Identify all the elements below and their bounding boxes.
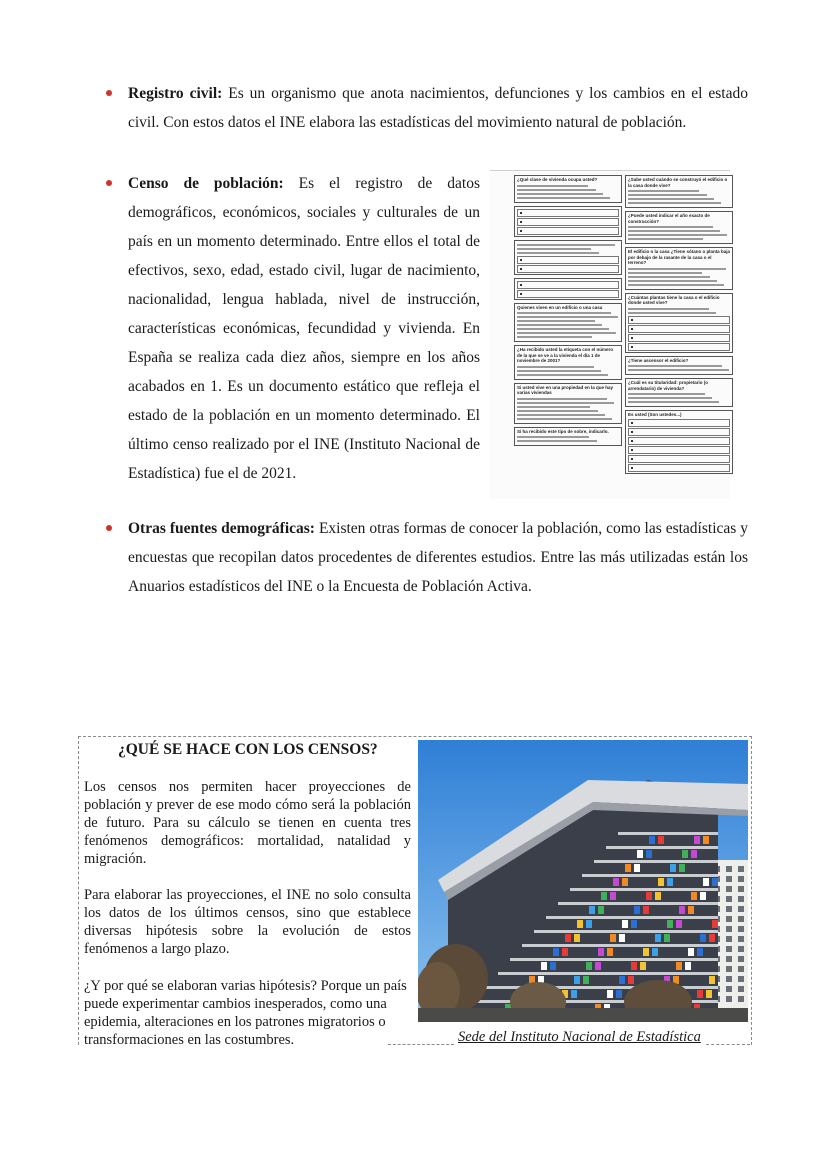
window-panel bbox=[574, 976, 580, 984]
form-text-line bbox=[517, 197, 610, 199]
window-panel bbox=[655, 934, 661, 942]
form-text-line bbox=[517, 185, 588, 187]
form-question-block bbox=[514, 383, 622, 424]
window-panel bbox=[565, 934, 571, 942]
window-panel bbox=[643, 906, 649, 914]
form-text-line bbox=[517, 418, 612, 420]
floor-slab bbox=[534, 930, 718, 933]
bullet-term: Registro civil: bbox=[128, 85, 223, 102]
window-panel bbox=[601, 892, 607, 900]
window-panel bbox=[655, 892, 661, 900]
form-text-line bbox=[628, 194, 707, 196]
window-panel bbox=[625, 864, 631, 872]
form-question-text: ¿Sabe usted cuándo se construyó el edificio o la casa donde vive? bbox=[628, 177, 728, 188]
window-panel bbox=[583, 976, 589, 984]
neighbor-window bbox=[726, 946, 732, 952]
window-panel bbox=[634, 906, 640, 914]
form-text-line bbox=[517, 248, 591, 250]
window-panel bbox=[607, 990, 613, 998]
photo-caption: Sede del Instituto Nacional de Estadística bbox=[458, 1029, 701, 1045]
form-text-line bbox=[628, 234, 727, 236]
form-text-line bbox=[628, 365, 722, 367]
window-panel bbox=[688, 906, 694, 914]
window-panel bbox=[574, 934, 580, 942]
form-text-line bbox=[517, 312, 611, 314]
form-text-line bbox=[517, 436, 589, 438]
form-option-box bbox=[628, 464, 730, 472]
form-text-line bbox=[628, 393, 705, 395]
floor-slab bbox=[606, 846, 718, 849]
window-panel bbox=[709, 934, 715, 942]
form-text-line bbox=[517, 336, 592, 338]
box-paragraph-1: Los censos nos permiten hacer proyecciones de población y prever de ese modo cómo será la población de futuro. Para su cálculo se tienen en cuenta tres fenómenos demográficos: mortalidad, natalidad y migración. bbox=[84, 779, 411, 867]
window-panel bbox=[703, 878, 709, 886]
neighbor-window bbox=[726, 866, 732, 872]
window-panel bbox=[571, 990, 577, 998]
bullet-text: Es un organismo que anota nacimientos, defunciones y los cambios en el estado civil. Con estos datos el INE elabora las estadísticas del movimiento natural de población. bbox=[128, 85, 748, 131]
form-text-line bbox=[517, 410, 598, 412]
window-panel bbox=[586, 962, 592, 970]
form-option-box bbox=[517, 218, 619, 226]
window-panel bbox=[589, 906, 595, 914]
window-panel bbox=[613, 878, 619, 886]
window-panel bbox=[640, 962, 646, 970]
form-text-line bbox=[628, 280, 717, 282]
neighbor-window bbox=[738, 916, 744, 922]
box-paragraph-3: ¿Y por qué se elaboran varias hipótesis? Porque un país puede experimentar cambios inesperados, como una epidemia, alteraciones en los patrones migratorios o transformaciones en las costumbres. bbox=[84, 978, 407, 1048]
window-panel bbox=[688, 948, 694, 956]
neighbor-window bbox=[726, 886, 732, 892]
window-panel bbox=[646, 850, 652, 858]
form-text-line bbox=[517, 316, 618, 318]
neighbor-window bbox=[738, 936, 744, 942]
neighbor-window bbox=[738, 906, 744, 912]
bullet-registro-civil bbox=[128, 79, 748, 137]
neighbor-window bbox=[738, 996, 744, 1002]
form-text-line bbox=[628, 238, 703, 240]
window-panel bbox=[664, 934, 670, 942]
window-panel bbox=[649, 836, 655, 844]
form-text-line bbox=[628, 312, 716, 314]
form-text-line bbox=[628, 276, 710, 278]
box-title: ¿QUÉ SE HACE CON LOS CENSOS? bbox=[118, 741, 378, 758]
neighbor-window bbox=[726, 976, 732, 982]
form-option-box bbox=[628, 428, 730, 436]
form-text-line bbox=[517, 189, 596, 191]
window-panel bbox=[619, 934, 625, 942]
window-panel bbox=[700, 892, 706, 900]
form-text-line bbox=[628, 369, 729, 371]
window-panel bbox=[676, 920, 682, 928]
window-panel bbox=[619, 976, 625, 984]
window-panel bbox=[622, 920, 628, 928]
window-panel bbox=[652, 948, 658, 956]
neighbor-window bbox=[726, 896, 732, 902]
bullet-text: Existen otras formas de conocer la población, como las estadísticas y encuestas que recopilan datos procedentes de diferentes estudios. Entre las más utilizadas están los Anuarios estadísticos del INE o la Encuesta de Población Activa. bbox=[128, 520, 748, 595]
box-bottom-dashes-right bbox=[706, 1044, 750, 1045]
form-question-block bbox=[514, 278, 622, 300]
window-panel bbox=[676, 962, 682, 970]
form-question-block bbox=[625, 175, 733, 208]
form-question-block bbox=[625, 378, 733, 407]
form-question-block bbox=[625, 293, 733, 353]
form-question-text: ¿Qué clase de vivienda ocupa usted? bbox=[517, 177, 598, 182]
window-panel bbox=[541, 962, 547, 970]
neighbor-window bbox=[726, 926, 732, 932]
form-option-box bbox=[517, 265, 619, 273]
bullet-censo bbox=[128, 169, 480, 488]
form-question-text: ¿Tiene ascensor el edificio? bbox=[628, 357, 689, 363]
window-panel bbox=[562, 948, 568, 956]
form-option-box bbox=[628, 343, 730, 351]
form-option-box bbox=[517, 256, 619, 264]
neighbor-window bbox=[726, 936, 732, 942]
window-panel bbox=[598, 906, 604, 914]
window-panel bbox=[667, 878, 673, 886]
form-text-line bbox=[628, 202, 721, 204]
box-bottom-dashes-left bbox=[388, 1044, 454, 1045]
bullet-otras-fuentes bbox=[128, 514, 748, 601]
form-option-box bbox=[628, 316, 730, 324]
form-question-block bbox=[514, 345, 622, 380]
window-panel bbox=[634, 864, 640, 872]
form-question-block bbox=[625, 211, 733, 244]
form-option-box bbox=[628, 325, 730, 333]
window-panel bbox=[637, 850, 643, 858]
neighbor-window bbox=[738, 946, 744, 952]
window-panel bbox=[697, 990, 703, 998]
form-text-line bbox=[517, 244, 615, 246]
neighbor-window bbox=[726, 876, 732, 882]
form-question-block bbox=[625, 356, 733, 376]
form-question-block bbox=[514, 206, 622, 237]
form-option-box bbox=[517, 227, 619, 235]
window-panel bbox=[631, 962, 637, 970]
window-panel bbox=[679, 864, 685, 872]
window-panel bbox=[712, 878, 718, 886]
window-panel bbox=[706, 990, 712, 998]
form-text-line bbox=[628, 308, 709, 310]
ine-building-illustration bbox=[418, 740, 748, 1022]
window-panel bbox=[586, 920, 592, 928]
neighbor-window bbox=[738, 956, 744, 962]
form-text-line bbox=[517, 332, 616, 334]
window-panel bbox=[712, 920, 718, 928]
form-question-text: ¿Cuál es su titularidad: propietario (o arrendatario) de vivienda? bbox=[628, 380, 709, 391]
form-option-box bbox=[628, 455, 730, 463]
bullet-term: Otras fuentes demográficas: bbox=[128, 520, 315, 537]
window-panel bbox=[709, 976, 715, 984]
form-question-text: ¿Puede usted indicar el año exacto de construcción? bbox=[628, 213, 710, 224]
form-text-line bbox=[628, 272, 702, 274]
window-panel bbox=[700, 934, 706, 942]
form-text-line bbox=[628, 401, 719, 403]
neighbor-window bbox=[726, 966, 732, 972]
form-question-block bbox=[625, 410, 733, 474]
form-text-line bbox=[517, 402, 614, 404]
neighbor-window bbox=[738, 866, 744, 872]
bullet-dot bbox=[106, 525, 112, 531]
floor-slab bbox=[594, 860, 718, 863]
bullet-text: Es el registro de datos demográficos, económicos, sociales y culturales de un país en un momento determinado. Entre ellos el total de efectivos, sexo, edad, estado civil, lugar de nacimiento, nacionalidad, lengua hablada, nivel de instrucción, características económicas, fecundidad y vivienda. En España se realiza cada diez años, siempre en los años acabados en 1. Es un documento estático que refleja el estado de la población en un momento determinado. El último censo realizado por el INE (Instituto Nacional de Estadística) fue el de 2021. bbox=[128, 175, 480, 482]
ine-building-photo bbox=[418, 740, 748, 1022]
form-text-line bbox=[628, 268, 726, 270]
window-panel bbox=[703, 836, 709, 844]
neighbor-window bbox=[738, 896, 744, 902]
window-panel bbox=[646, 892, 652, 900]
window-panel bbox=[685, 962, 691, 970]
form-option-box bbox=[628, 446, 730, 454]
neighbor-window bbox=[726, 956, 732, 962]
floor-slab bbox=[498, 972, 718, 975]
form-option-box bbox=[517, 281, 619, 289]
box-paragraph-2: Para elaborar las proyecciones, el INE no solo consulta los datos de los últimos censos, sino que establece diversas hipótesis sobre la evolución de estos fenómenos a largo plazo. bbox=[84, 887, 411, 957]
window-panel bbox=[658, 878, 664, 886]
window-panel bbox=[694, 836, 700, 844]
form-text-line bbox=[517, 370, 601, 372]
form-text-line bbox=[628, 190, 699, 192]
form-text-line bbox=[517, 324, 602, 326]
floor-slab bbox=[618, 832, 718, 835]
form-text-line bbox=[517, 320, 595, 322]
form-text-line bbox=[628, 198, 714, 200]
window-panel bbox=[682, 850, 688, 858]
neighbor-window bbox=[726, 906, 732, 912]
form-question-text: Es usted (Son ustedes...) bbox=[628, 412, 682, 417]
form-text-line bbox=[628, 226, 713, 228]
census-form-image bbox=[490, 170, 730, 499]
bullet-dot bbox=[106, 90, 112, 96]
bullet-dot bbox=[106, 180, 112, 186]
floor-slab bbox=[570, 888, 718, 891]
form-text-line bbox=[628, 284, 724, 286]
neighbor-window bbox=[726, 916, 732, 922]
form-text-line bbox=[517, 366, 594, 368]
floor-slab bbox=[546, 916, 718, 919]
window-panel bbox=[679, 906, 685, 914]
form-text-line bbox=[517, 406, 590, 408]
window-panel bbox=[577, 920, 583, 928]
form-question-block bbox=[625, 247, 733, 290]
bullet-term: Censo de población: bbox=[128, 175, 284, 192]
window-panel bbox=[610, 892, 616, 900]
window-panel bbox=[631, 920, 637, 928]
form-question-block bbox=[514, 175, 622, 203]
form-text-line bbox=[517, 414, 605, 416]
form-question-text: Quienes viven en un edificio o una casa bbox=[517, 304, 603, 310]
window-panel bbox=[553, 948, 559, 956]
form-text-line bbox=[517, 252, 599, 254]
form-option-box bbox=[517, 290, 619, 298]
form-text-line bbox=[517, 328, 609, 330]
window-panel bbox=[595, 962, 601, 970]
window-panel bbox=[598, 948, 604, 956]
form-question-block bbox=[514, 303, 622, 343]
window-panel bbox=[622, 878, 628, 886]
form-question-text: ¿Ha recibido usted la etiqueta con el número de la que se ve a la vivienda el día 1 de noviembre de 2001? bbox=[517, 347, 614, 363]
window-panel bbox=[550, 962, 556, 970]
form-question-block bbox=[514, 240, 622, 275]
form-question-text: Si ha recibido este tipo de sobre, indicarlo. bbox=[517, 428, 609, 434]
floor-slab bbox=[558, 902, 718, 905]
window-panel bbox=[607, 948, 613, 956]
window-panel bbox=[610, 934, 616, 942]
form-option-box bbox=[628, 419, 730, 427]
neighbor-window bbox=[738, 976, 744, 982]
form-text-line bbox=[628, 397, 712, 399]
neighbor-window bbox=[738, 886, 744, 892]
form-question-text: El edificio o la casa ¿Tiene sótano o planta baja por debajo de la rasante de la casa o el terreno? bbox=[628, 249, 730, 265]
form-text-line bbox=[517, 440, 597, 442]
form-text-line bbox=[517, 193, 603, 195]
window-panel bbox=[670, 864, 676, 872]
form-question-text: Si usted vive en una propiedad en la que hay varias viviendas bbox=[517, 384, 614, 395]
window-panel bbox=[643, 948, 649, 956]
form-option-box bbox=[517, 209, 619, 217]
neighbor-window bbox=[738, 966, 744, 972]
neighbor-window bbox=[738, 876, 744, 882]
form-text-line bbox=[517, 398, 607, 400]
form-text-line bbox=[517, 374, 608, 376]
window-panel bbox=[658, 836, 664, 844]
window-panel bbox=[628, 976, 634, 984]
window-panel bbox=[691, 892, 697, 900]
floor-slab bbox=[582, 874, 718, 877]
census-form-right-column bbox=[625, 175, 733, 477]
form-option-box bbox=[628, 437, 730, 445]
form-text-line bbox=[628, 230, 720, 232]
neighbor-window bbox=[738, 986, 744, 992]
form-option-box bbox=[628, 334, 730, 342]
form-question-block bbox=[514, 427, 622, 447]
neighbor-window bbox=[738, 926, 744, 932]
census-form-left-column bbox=[514, 175, 622, 449]
window-panel bbox=[616, 990, 622, 998]
window-panel bbox=[667, 920, 673, 928]
floor-slab bbox=[510, 958, 718, 961]
form-question-text: ¿Cuántas plantas tiene la casa o el edificio donde usted vive? bbox=[628, 294, 720, 305]
window-panel bbox=[691, 850, 697, 858]
neighbor-window bbox=[726, 996, 732, 1002]
window-panel bbox=[697, 948, 703, 956]
floor-slab bbox=[522, 944, 718, 947]
neighbor-window bbox=[726, 986, 732, 992]
